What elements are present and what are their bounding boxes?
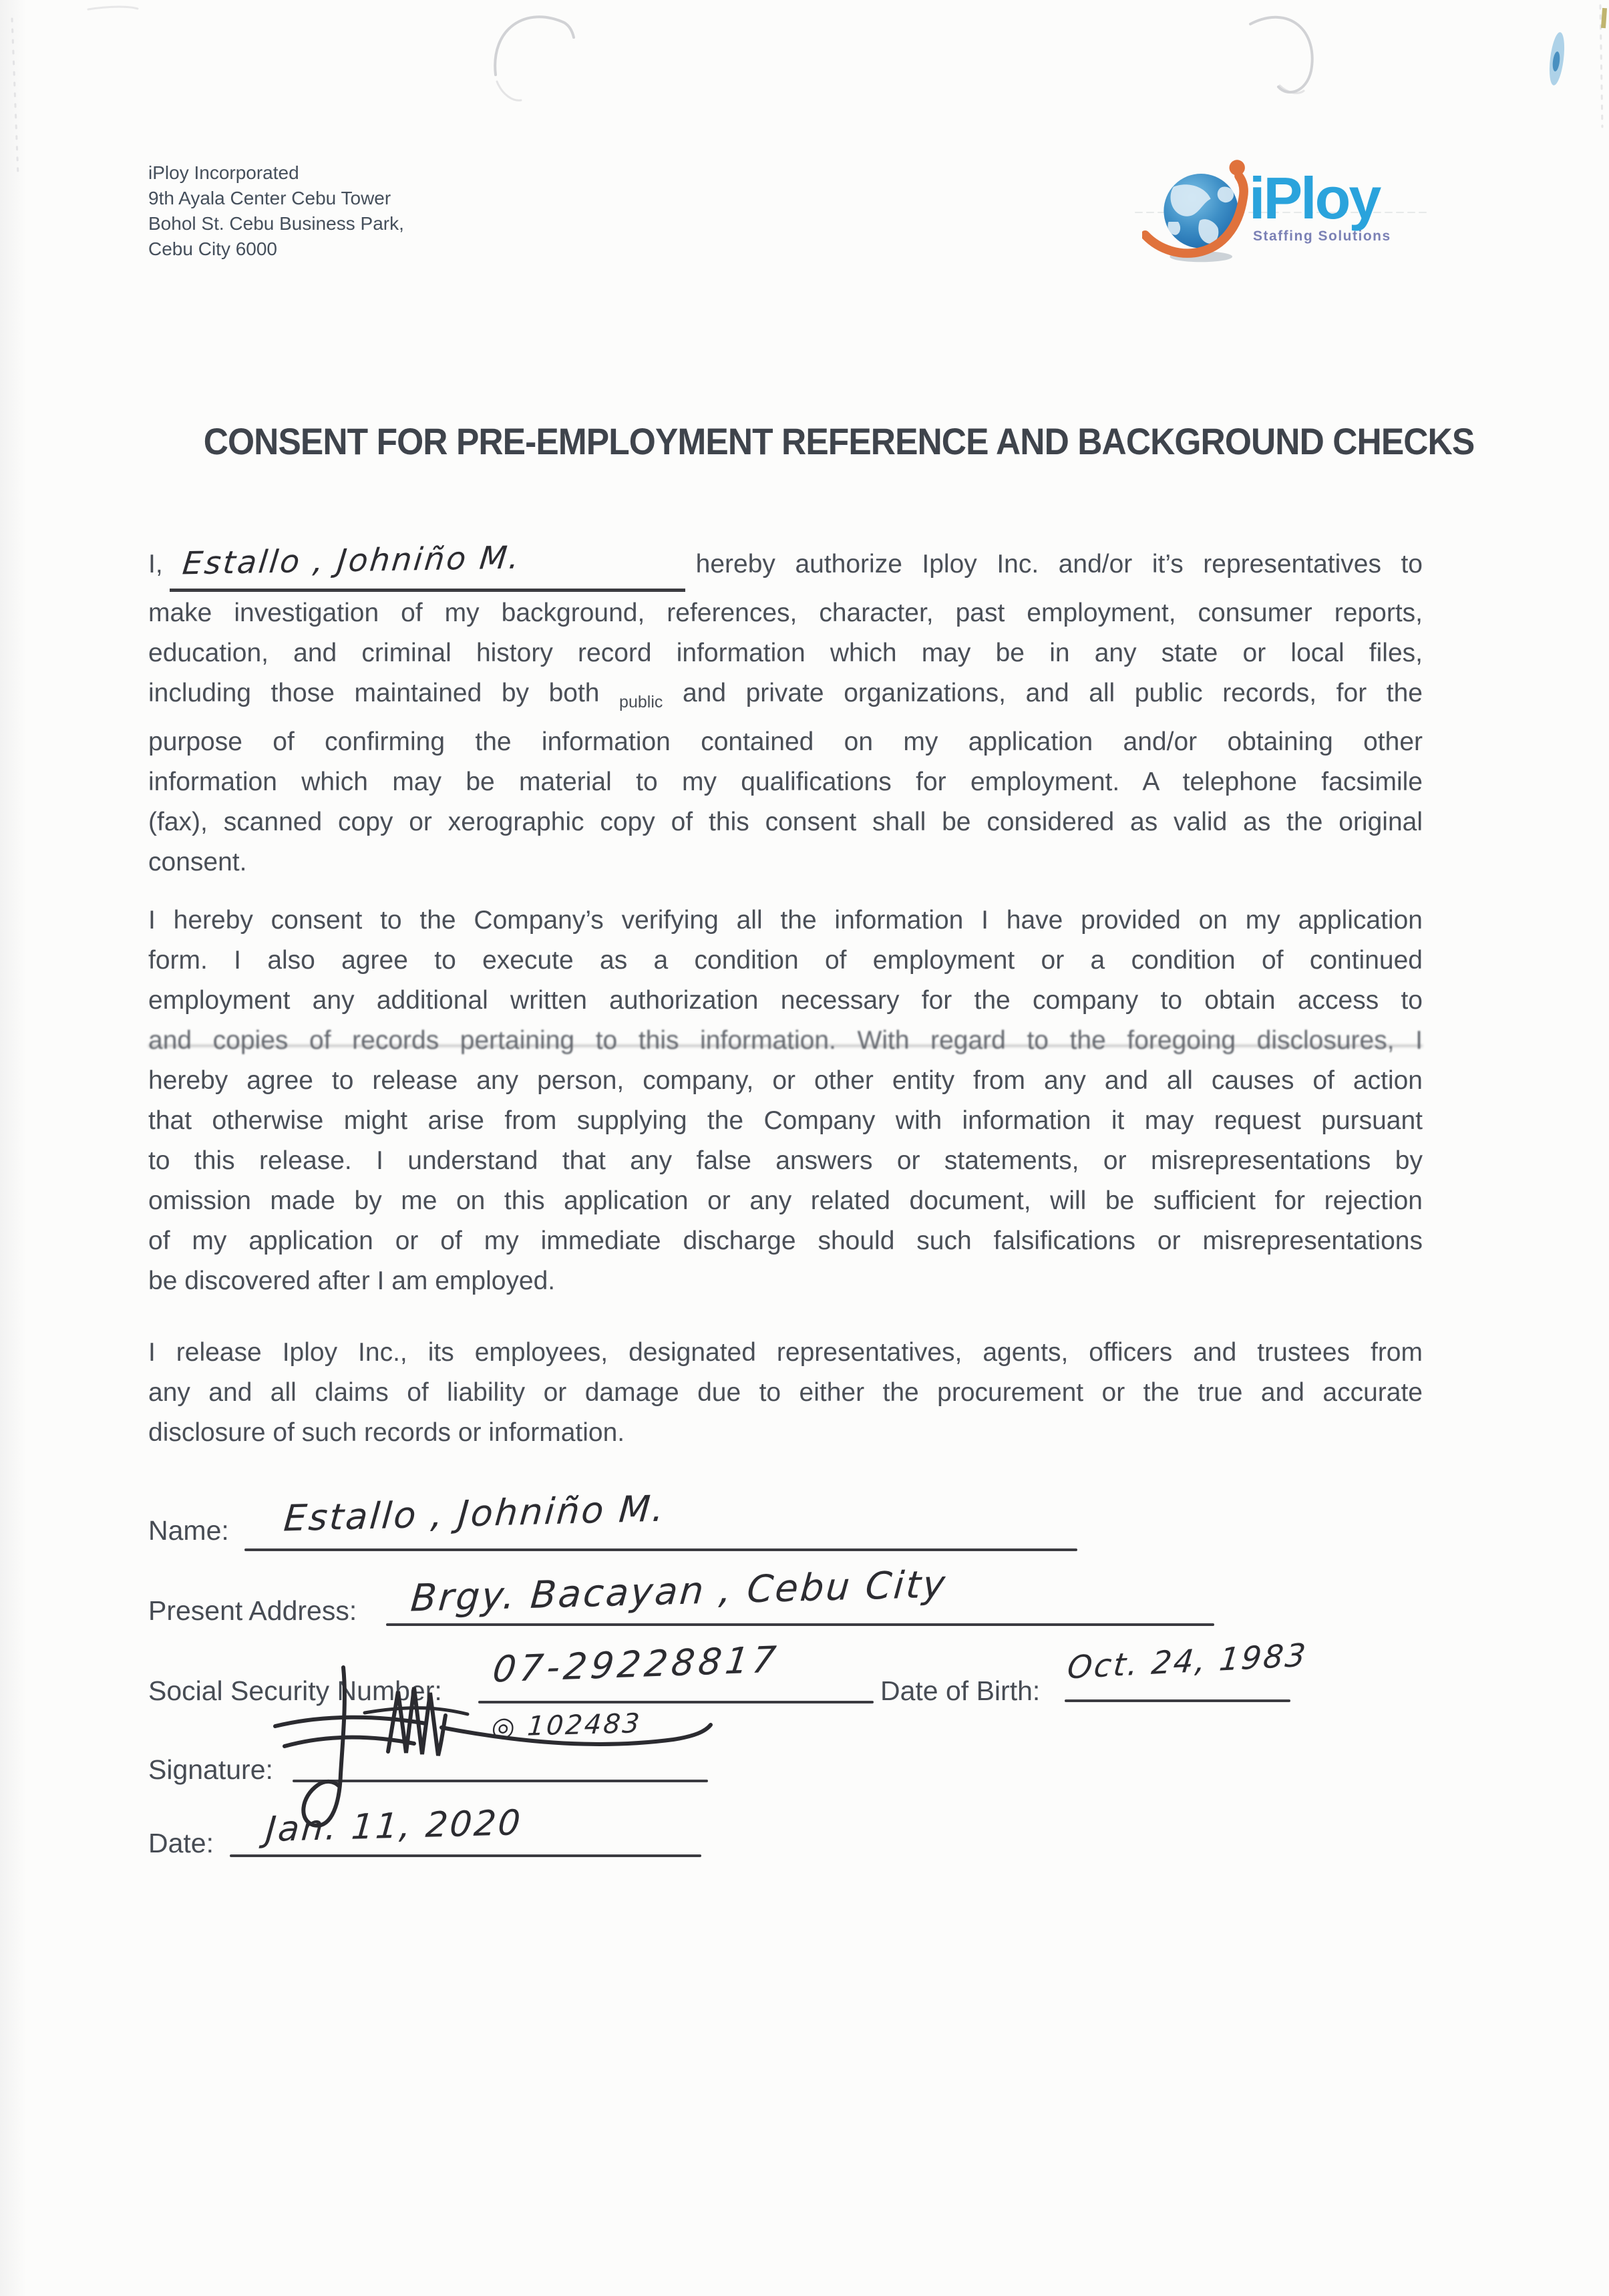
paragraph-line: purpose of confirming the information contained on my application and/or obtaining other [148,727,1423,756]
signature-annotation: ◎ 102483 [490,1708,643,1743]
staple-mark [1601,8,1607,28]
name-field-value: Estallo , Johniño M. [282,1487,668,1540]
company-address-line: Cebu City 6000 [148,238,278,259]
dob-field-value: Oct. 24, 1983 [1065,1637,1310,1687]
address-field-value: Brgy. Bacayan , Cebu City [409,1563,949,1621]
paragraph-line: disclosure of such records or information. [148,1418,625,1447]
paragraph-line: omission made by me on this application or any related document, will be sufficient for rejection [148,1186,1423,1215]
address-field-line [386,1623,1214,1626]
document-title: CONSENT FOR PRE-EMPLOYMENT REFERENCE AND BACKGROUND CHECKS [203,420,1475,462]
name-field-label: Name: [148,1515,229,1546]
paragraph-line: make investigation of my background, references, character, past employment, consumer reports, [148,599,1423,627]
scan-artifact-left-edge [12,19,18,175]
paragraph-line-blurred: and copies of records pertaining to this information. With regard to the foregoing disclosures, I [148,1021,1423,1061]
company-address-line: 9th Ayala Center Cebu Tower [148,188,391,208]
paragraph-line [148,539,1423,593]
paragraph-line: (fax), scanned copy or xerographic copy of this consent shall be considered as valid as the original [148,808,1423,836]
company-logo [1130,147,1437,274]
scan-artifact-curl-right [1250,17,1312,92]
ssn-field-value: 07-29228817 [490,1638,782,1691]
company-address-line: Bohol St. Cebu Business Park, [148,213,404,234]
paragraph-line: information which may be material to my qualifications for employment. A telephone facsimile [148,768,1423,796]
ssn-field-label: Social Security Number: [148,1675,442,1706]
paragraph-line: consent. [148,848,247,876]
globe-icon [1142,152,1262,279]
scan-artifact-right-edge [1600,5,1602,127]
paragraph-line: including those maintained by both $_{public}$ and private organizations, and all public records, for the [148,679,1423,711]
paragraph-line: education, and criminal history record information which may be in any state or local files, [148,639,1423,667]
company-address-line: iPloy Incorporated [148,162,299,183]
dob-field-label: Date of Birth: [880,1675,1041,1706]
name-field-line [244,1548,1077,1551]
ink-smudge [1547,31,1567,86]
date-field-line [230,1854,701,1857]
paragraph-line: hereby agree to release any person, company, or other entity from any and all causes of action [148,1066,1423,1095]
paragraph-line: I release Iploy Inc., its employees, designated representatives, agents, officers and trustees from [148,1338,1423,1367]
paragraph-consent [148,900,1423,1301]
paragraph-line: hereby authorize Iploy Inc. and/or it’s representatives to [695,550,1423,579]
scan-artifact-curl-left [495,17,574,75]
brand-wordmark: iPloy [1249,165,1380,231]
paragraph-line: form. I also agree to execute as a condition of employment or a condition of continued [148,946,1423,975]
handwritten-name: Estallo , Johniño M. [180,539,523,583]
dob-field-line [1065,1699,1290,1702]
paragraph-line: to this release. I understand that any false answers or statements, or misrepresentations by [148,1146,1423,1175]
company-address [148,160,404,262]
intro-text: I, [148,550,163,579]
name-blank-line [170,541,685,592]
address-field-label: Present Address: [148,1595,357,1626]
paragraph-line: any and all claims of liability or damage due to either the procurement or the true and accurate [148,1378,1423,1407]
date-field-value: Jan. 11, 2020 [264,1802,524,1850]
brand-tagline: Staffing Solutions [1253,228,1391,244]
paragraph-line: be discovered after I am employed. [148,1267,556,1295]
paragraph-line: employment any additional written authorization necessary for the company to obtain access to [148,986,1423,1015]
paragraph-authorization [148,539,1423,882]
date-field-label: Date: [148,1828,214,1858]
ssn-field-line [478,1701,874,1703]
signature-field-label: Signature: [148,1754,273,1785]
signature-field-line [293,1780,708,1782]
paragraph-release [148,1333,1423,1453]
scan-artifact-top-line [88,7,138,9]
paragraph-line: of my application or of my immediate discharge should such falsifications or misrepresentations [148,1226,1423,1255]
paragraph-line: I hereby consent to the Company’s verifying all the information I have provided on my application [148,906,1423,935]
subscript-word: public [619,693,663,711]
paragraph-line: that otherwise might arise from supplying the Company with information it may request pursuant [148,1106,1423,1135]
